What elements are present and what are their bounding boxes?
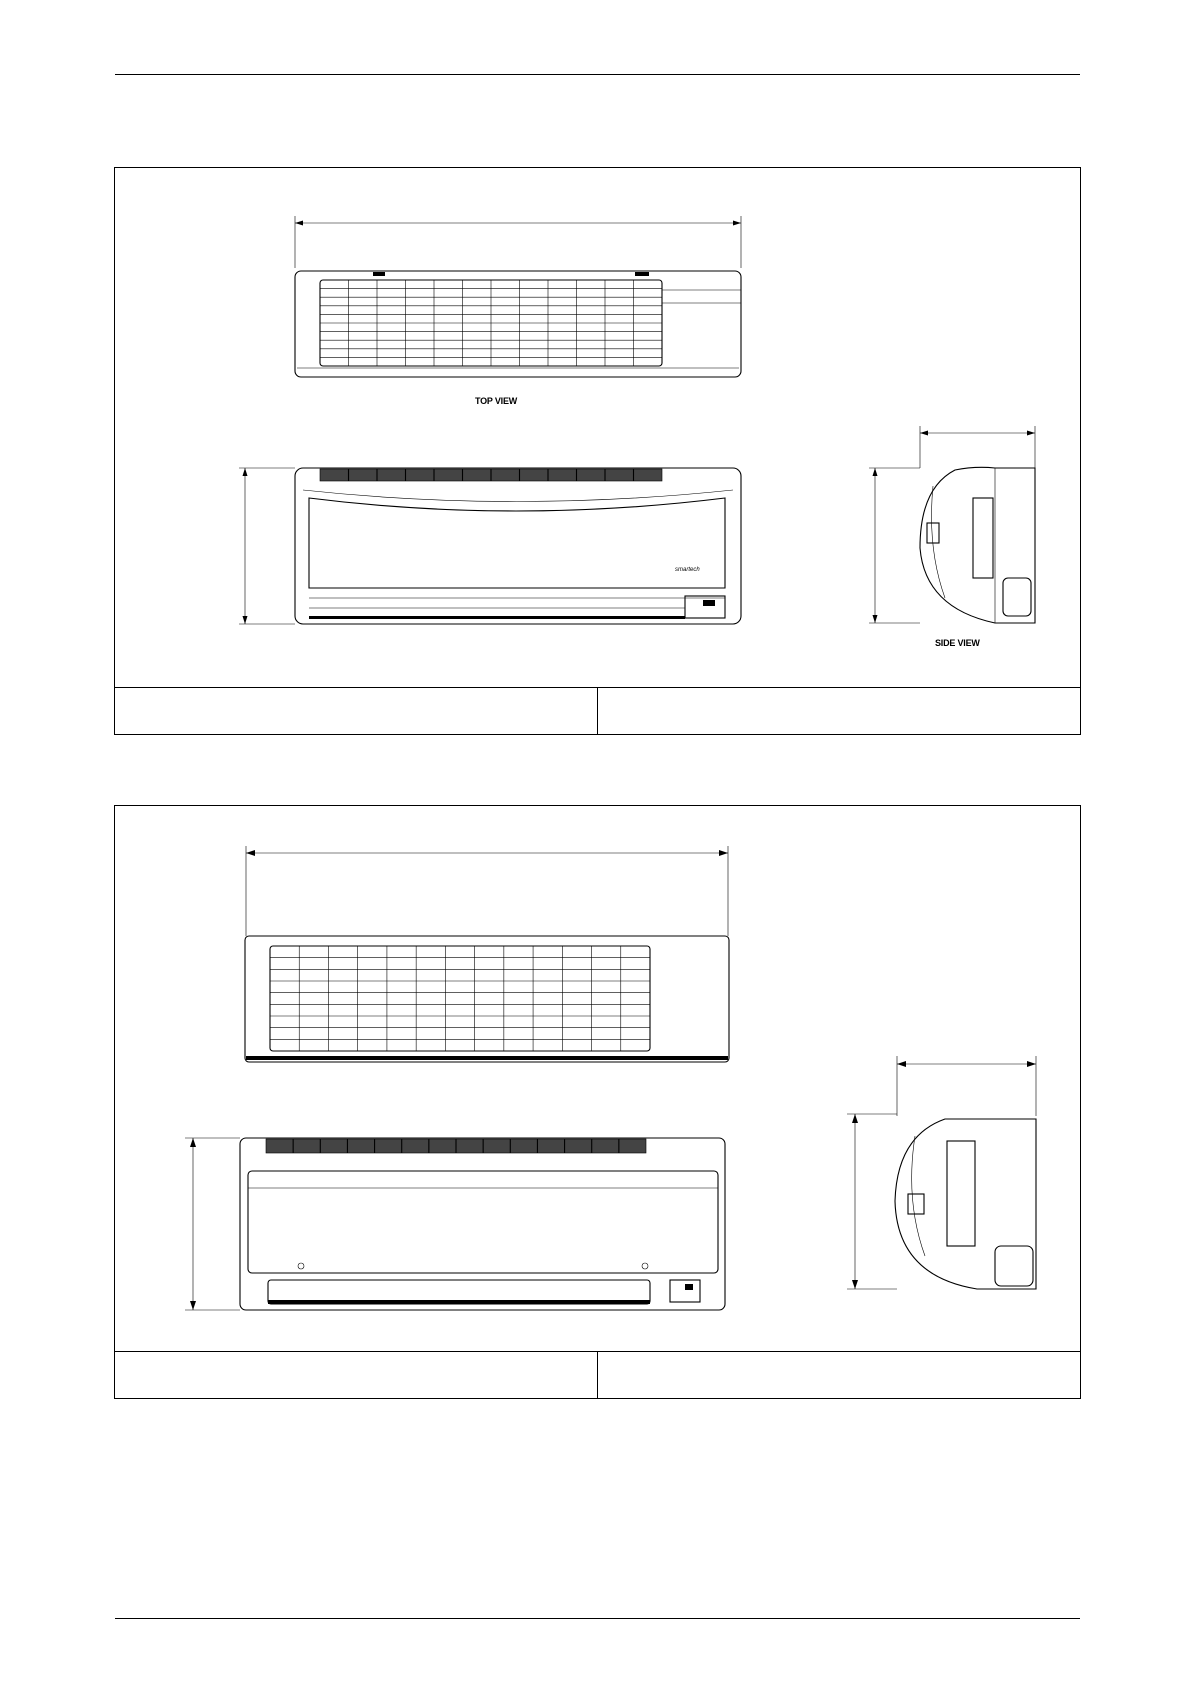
side-view-height-dimension-2: [847, 1114, 897, 1289]
side-view-unit-2: [895, 1119, 1036, 1289]
top-view-width-dimension: [295, 216, 741, 268]
diagram-1-footer-left: [115, 688, 597, 734]
side-view-depth-dimension: [920, 426, 1035, 468]
side-view-unit: [920, 467, 1035, 623]
side-view-depth-dimension-2: [897, 1056, 1036, 1116]
top-view-unit: [295, 271, 741, 377]
front-view-height-dimension: [239, 468, 295, 624]
front-view-unit-2: [240, 1138, 725, 1310]
indoor-unit-drawing-2: [115, 806, 1080, 1354]
footer-rule: [115, 1618, 1080, 1619]
diagram-panel-1: [114, 167, 1081, 735]
indoor-unit-drawing-1: [115, 168, 1080, 690]
top-view-unit-2: [245, 936, 729, 1062]
diagram-2-footer: [115, 1351, 1080, 1398]
top-view-width-dimension-2: [246, 846, 728, 936]
top-view-label: TOP VIEW: [475, 396, 518, 406]
side-view-height-dimension: [869, 468, 920, 623]
diagram-2-footer-left: [115, 1352, 597, 1398]
svg-text:smartech: smartech: [675, 567, 700, 573]
diagram-1-footer: [115, 687, 1080, 734]
diagram-2-footer-right: [597, 1352, 1080, 1398]
front-view-height-dimension-2: [185, 1138, 240, 1310]
diagram-1-footer-right: [597, 688, 1080, 734]
side-view-label: SIDE VIEW: [935, 638, 980, 648]
header-rule: [115, 74, 1080, 75]
diagram-panel-2: [114, 805, 1081, 1399]
front-view-unit: [295, 468, 741, 624]
